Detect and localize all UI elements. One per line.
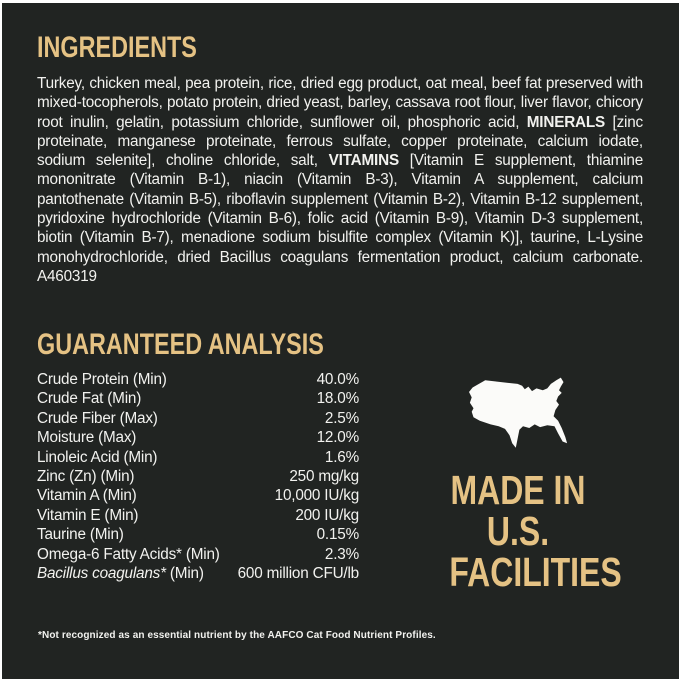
usa-map-icon <box>460 374 577 455</box>
made-in-us-facilities-badge <box>430 374 622 595</box>
table-row <box>37 428 359 447</box>
nutrient-value: 2.3% <box>324 545 359 563</box>
nutrient-label: Vitamin E (Min) <box>37 506 139 524</box>
nutrient-label: Vitamin A (Min) <box>37 487 137 505</box>
ingredient-group-label: MINERALS <box>526 113 606 131</box>
table-row <box>37 525 359 544</box>
table-row <box>37 467 359 486</box>
label-panel <box>2 3 679 679</box>
guaranteed-analysis-table <box>37 370 359 583</box>
table-row <box>37 506 359 525</box>
ingredient-text: [zinc proteinate, manganese proteinate, ferrous sulfate, copper proteinate, calcium iodate, sodium selenite], choline chloride, salt, <box>37 113 643 170</box>
made-in-line: FACILITIES <box>449 549 622 595</box>
made-in-text <box>449 467 622 595</box>
ingredient-group-label: VITAMINS <box>328 152 399 170</box>
nutrient-value: 10,000 IU/kg <box>274 487 359 505</box>
made-in-line: U.S. <box>486 508 550 554</box>
nutrient-label: Bacillus coagulans* (Min) <box>37 565 204 583</box>
nutrient-value: 200 IU/kg <box>295 506 359 524</box>
table-row <box>37 545 359 564</box>
guaranteed-analysis-heading: GUARANTEED ANALYSIS <box>37 328 324 361</box>
nutrient-label: Zinc (Zn) (Min) <box>37 468 135 486</box>
nutrient-value: 2.5% <box>324 409 359 427</box>
nutrient-label: Linoleic Acid (Min) <box>37 448 158 466</box>
table-row <box>37 389 359 408</box>
nutrient-label: Moisture (Max) <box>37 429 137 447</box>
nutrient-label: Crude Fiber (Max) <box>37 409 158 427</box>
ingredients-paragraph <box>37 74 643 286</box>
nutrient-label: Omega-6 Fatty Acids* (Min) <box>37 545 220 563</box>
nutrient-value: 18.0% <box>316 390 359 408</box>
ingredient-text: Turkey, chicken meal, pea protein, rice, dried egg product, oat meal, beef fat preserved with mixed-tocopherols, potato protein, dried yeast, barley, cassava root flour, liver flavor, chicory root inulin, gelatin, potassium chloride, sunflower oil, phosphoric acid, <box>37 75 643 131</box>
nutrient-value: 40.0% <box>316 371 359 388</box>
ingredient-text: [Vitamin E supplement, thiamine mononitrate (Vitamin B-1), niacin (Vitamin B-3), Vitamin A supplement, calcium pantothenate (Vitamin B-5), riboflavin supplement (Vitamin B-2), Vitamin B-12 supplement, pyridoxine hydrochloride (Vitamin B-6), folic acid (Vitamin B-9), Vitamin D-3 supplement, biotin (Vitamin B-7), menadione sodium bisulfite complex (Vitamin K)], taurine, L-Lysine monohydrochloride, dried Bacillus coagulans fermentation product, calcium carbonate. A460319 <box>37 152 643 285</box>
nutrient-value: 12.0% <box>316 429 359 447</box>
table-row <box>37 448 359 467</box>
made-in-line: MADE IN <box>450 467 586 513</box>
nutrient-label: Crude Protein (Min) <box>37 371 167 388</box>
table-row <box>37 564 359 583</box>
nutrient-label: Crude Fat (Min) <box>37 390 142 408</box>
nutrient-label: Taurine (Min) <box>37 526 124 544</box>
nutrient-value: 600 million CFU/lb <box>237 565 359 583</box>
table-row <box>37 486 359 505</box>
nutrient-value: 250 mg/kg <box>289 468 359 486</box>
footnote: *Not recognized as an essential nutrient by the AAFCO Cat Food Nutrient Profiles. <box>38 630 436 641</box>
table-row <box>37 409 359 428</box>
nutrient-value: 0.15% <box>316 526 359 544</box>
ingredients-heading: INGREDIENTS <box>37 31 197 64</box>
nutrient-value: 1.6% <box>324 448 359 466</box>
table-row <box>37 370 359 389</box>
